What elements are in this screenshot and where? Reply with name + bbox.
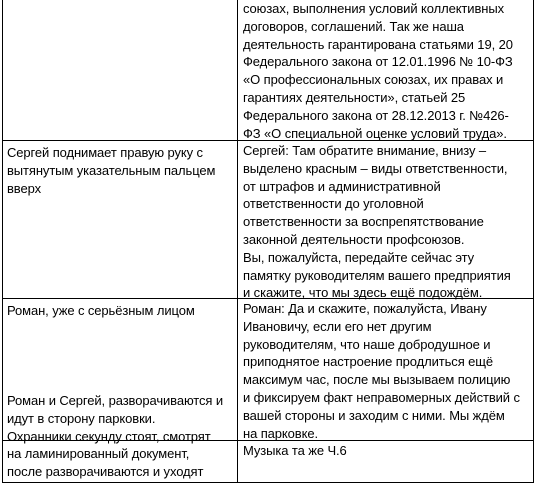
- text-line: вверх: [7, 180, 41, 196]
- text-line: на ламинированный документ,: [7, 446, 190, 462]
- text-line: выделено красным – виды ответственности,: [243, 160, 508, 176]
- text-line: Роман: Да и скажите, пожалуйста, Ивану: [243, 301, 487, 316]
- text-line: и скажите, что мы здесь ещё подождём.: [243, 285, 483, 301]
- text-line: законной деятельности профсоюзов.: [243, 231, 465, 247]
- stage-direction-sergey-hand: [7, 144, 233, 197]
- text-line: от штрафов и административной: [243, 178, 441, 194]
- stage-direction-exit: [7, 392, 233, 481]
- text-line: Охранники секунду стоят, смотрят: [7, 428, 211, 444]
- text-line: руководителям, что наше добродушное и: [243, 336, 491, 352]
- text-line: идут в сторону парковки.: [7, 410, 156, 426]
- text-line: Роман и Сергей, разворачиваются и: [7, 393, 224, 408]
- text-line: после разворачиваются и уходят: [7, 464, 204, 480]
- text-line: Роман, уже с серьёзным лицом: [7, 303, 195, 318]
- music-cue: [243, 442, 531, 460]
- text-line: ответственности за воспрепятствование: [243, 214, 484, 230]
- text-line: Музыка та же Ч.6: [243, 443, 347, 458]
- text-line: Сергей поднимает правую руку с: [7, 145, 203, 160]
- text-line: и фиксируем факт неправомерных действий с: [243, 389, 520, 405]
- text-line: союзах, выполнения условий коллективных: [243, 1, 504, 16]
- text-line: Федерального закона от 28.12.2013 г. №426-: [243, 107, 509, 123]
- dialogue-sergey: [243, 142, 531, 302]
- text-line: «О профессиональных союзах, их правах и: [243, 72, 504, 88]
- dialogue-roman: [243, 300, 531, 442]
- text-line: ФЗ «О специальной оценке условий труда».: [243, 125, 507, 141]
- text-line: на парковке.: [243, 425, 318, 441]
- dialogue-law-references: [243, 0, 531, 142]
- text-line: деятельность гарантирована статьями 19, 20: [243, 36, 513, 52]
- text-line: гарантиях деятельности», статьей 25: [243, 89, 466, 105]
- text-line: приподнятое настроение продлиться ещё: [243, 354, 494, 370]
- column-divider: [237, 0, 238, 483]
- text-line: Вы, пожалуйста, передайте сейчас эту: [243, 249, 475, 265]
- text-line: памятку руководителям вашего предприятия: [243, 267, 511, 283]
- text-line: Сергей: Там обратите внимание, внизу –: [243, 143, 486, 158]
- text-line: максимум час, после мы вызываем полицию: [243, 372, 511, 388]
- text-line: Ивановичу, если его нет другим: [243, 318, 432, 334]
- text-line: договоров, соглашений. Так же наша: [243, 18, 464, 34]
- text-line: ответственности до уголовной: [243, 196, 424, 212]
- text-line: Федерального закона от 12.01.1996 № 10-ФЗ: [243, 54, 513, 70]
- text-line: вытянутым указательным пальцем: [7, 162, 216, 178]
- stage-direction-roman-serious: [7, 302, 233, 320]
- text-line: вашей стороны и заходим с ними. Мы ждём: [243, 407, 505, 423]
